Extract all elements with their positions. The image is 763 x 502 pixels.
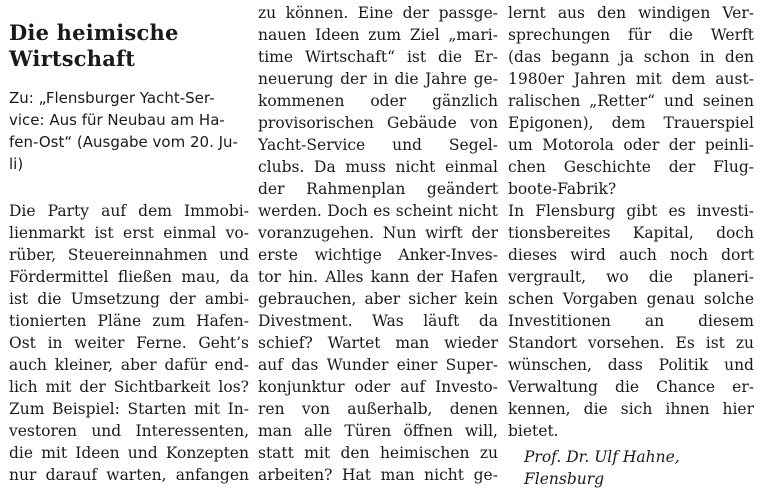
text-line: tionierten Pläne zum Hafen- — [9, 312, 249, 330]
text-line: kommenen oder gänzlich — [258, 92, 498, 110]
text-line: lich mit der Sichtbarkeit los? — [9, 378, 249, 396]
text-line: time Wirtschaft“ ist die Er- — [258, 48, 498, 66]
text-line: die mit Ideen und Konzepten — [9, 444, 249, 462]
text-line: lernt aus den windigen Ver- — [508, 4, 754, 22]
text-line: Epigonen), dem Trauerspiel — [508, 114, 754, 132]
text-line: Die Party auf dem Immobi- — [9, 202, 249, 220]
text-line: boote-Fabrik? — [508, 180, 617, 198]
text-line: Verwaltung die Chance er- — [508, 378, 754, 396]
text-line: chen Geschichte der Flug- — [508, 158, 754, 176]
reference-line: fen-Ost“ (Ausgabe vom 20. Ju- — [9, 133, 238, 151]
text-line: provisorischen Gebäude von — [258, 114, 498, 132]
text-line: man alle Türen öffnen will, — [258, 422, 498, 440]
text-line: wünschen, dass Politik und — [508, 356, 754, 374]
text-line: ist die Umsetzung der ambi- — [9, 290, 249, 308]
text-line: Zum Beispiel: Starten mit In- — [9, 400, 249, 418]
text-line: statt mit den heimischen zu — [258, 444, 498, 462]
text-line: auf das Wunder einer Super- — [258, 356, 498, 374]
text-line: rüber, Steuereinnahmen und — [9, 246, 249, 264]
text-line: bietet. — [508, 422, 559, 440]
text-line: nauen Ideen zum Ziel „mari- — [258, 26, 498, 44]
text-line: tionsbereites Kapital, doch — [508, 224, 754, 242]
text-line: schen Vorgaben genau solche — [508, 290, 754, 308]
text-line: Investitionen an diesem — [508, 312, 754, 330]
text-line: erste wichtige Anker-Inves- — [258, 246, 498, 264]
text-line: ren von außerhalb, denen — [258, 400, 498, 418]
text-line: sprechungen für die Werft — [508, 26, 754, 44]
text-line: gebrauchen, aber sicher kein — [258, 290, 498, 308]
text-line: der Rahmenplan geändert — [258, 180, 498, 198]
text-line: Standort vorsehen. Es ist zu — [508, 334, 754, 352]
text-line: lienmarkt ist erst einmal vo- — [9, 224, 249, 242]
text-line: dieses wird auch noch dort — [508, 246, 754, 264]
text-line: Yacht-Service und Segel- — [258, 136, 498, 154]
text-line: konjunktur oder auf Investo- — [258, 378, 498, 396]
text-line: tor hin. Alles kann der Hafen — [258, 268, 498, 286]
text-line: Fördermittel fließen mau, da — [9, 268, 249, 286]
text-line: kennen, die sich ihnen hier — [508, 400, 754, 418]
text-line: werden. Doch es scheint nicht — [258, 202, 498, 220]
signature-place: Flensburg — [524, 470, 605, 488]
text-line: um Motorola oder der peinli- — [508, 136, 754, 154]
text-line: schief? Wartet man wieder — [258, 334, 498, 352]
text-line: nur darauf warten, anfangen — [9, 466, 249, 484]
headline-line: Wirtschaft — [9, 46, 136, 71]
reference-line: Zu: „Flensburger Yacht-Ser- — [9, 89, 215, 107]
text-line: zu können. Eine der passge- — [258, 4, 498, 22]
text-line: vestoren und Interessenten, — [9, 422, 249, 440]
text-line: vergrault, wo die planeri- — [508, 268, 754, 286]
text-line: (das begann ja schon in den — [508, 48, 754, 66]
text-line: clubs. Da muss nicht einmal — [258, 158, 498, 176]
text-line: neuerung der in die Jahre ge- — [258, 70, 498, 88]
text-line: arbeiten? Hat man nicht ge- — [258, 466, 498, 484]
signature-name: Prof. Dr. Ulf Hahne, — [524, 448, 680, 466]
reference-line: vice: Aus für Neubau am Ha- — [9, 111, 225, 129]
text-line: 1980er Jahren mit dem aust- — [508, 70, 754, 88]
text-line: voranzugehen. Nun wirft der — [258, 224, 498, 242]
text-line: In Flensburg gibt es investi- — [508, 202, 754, 220]
text-line: Ost in weiter Ferne. Geht’s — [9, 334, 249, 352]
text-line: auch kleiner, aber dafür end- — [9, 356, 249, 374]
reference-line: li) — [9, 155, 24, 173]
text-line: Divestment. Was läuft da — [258, 312, 498, 330]
headline-line: Die heimische — [9, 20, 179, 45]
text-line: ralischen „Retter“ und seinen — [508, 92, 754, 110]
